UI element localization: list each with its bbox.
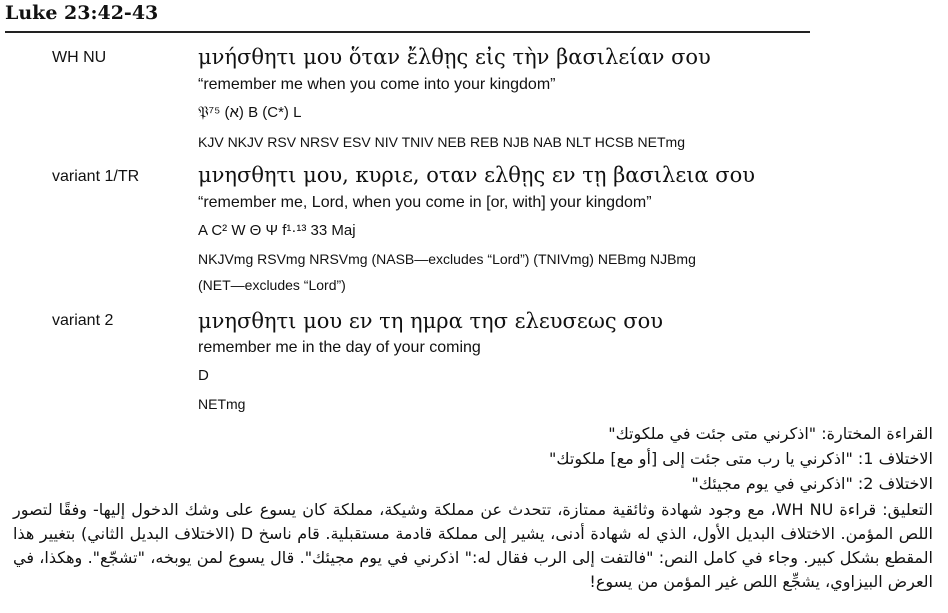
heading-rule xyxy=(5,31,810,33)
greek-text-variant-2: μνησθητι μου εν τη ημρα τησ ελευσεως σου xyxy=(198,309,664,333)
translation-variant-1: “remember me, Lord, when you come in [or, with] your kingdom” xyxy=(198,194,652,211)
entry-label-wh-nu: WH NU xyxy=(52,49,107,66)
entry-label-variant-2: variant 2 xyxy=(52,312,114,329)
arabic-variant-1: الاختلاف 1: "اذكرني يا رب متى جئت إلى [أو مع] ملكوتك" xyxy=(549,449,933,468)
passage-heading: Luke 23:42-43 xyxy=(5,2,159,24)
arabic-commentary: التعليق: قراءة WH NU، مع وجود شهادة وثائقية ممتازة، تتحدث عن مملكة وشيكة، مملكة كان يسوع على وشك الدخول إليها- وفقًا لتصور اللص المؤمن. الاختلاف البديل الأول، الذي له شهادة أدنى، يشير إلى مملكة قادمة مستقبلية. قام ناسخ D (الاختلاف البديل الثاني) بتغيير هذا المقطع بشكل كبير. وجاء في كامل النص: "فالتفت إلى الرب فقال له:" اذكرني في يوم مجيئك". قال يسوع لمن يوبخه، "تشجّع". وهكذا، في العرض البيزاوي، يشجِّع اللص غير المؤمن من يسوع! xyxy=(13,500,934,591)
greek-text-wh-nu: μνήσθητι μου ὅταν ἔλθῃς εἰς τὴν βασιλείαν σου xyxy=(198,45,711,69)
greek-text-variant-1: μνησθητι μου, κυριε, οταν ελθῃς εν τῃ βασιλεια σου xyxy=(198,163,756,187)
translation-wh-nu: “remember me when you come into your kingdom” xyxy=(198,76,556,93)
versions-wh-nu: KJV NKJV RSV NRSV ESV NIV TNIV NEB REB NJB NAB NLT HCSB NETmg xyxy=(198,134,686,150)
entry-label-variant-1: variant 1/TR xyxy=(52,168,140,185)
translation-variant-2: remember me in the day of your coming xyxy=(198,339,481,356)
arabic-variant-2: الاختلاف 2: "اذكرني في يوم مجيئك" xyxy=(691,474,933,493)
manuscripts-variant-1: A C² W Θ Ψ f¹·¹³ 33 Maj xyxy=(198,222,356,239)
manuscripts-wh-nu: 𝔓⁷⁵ (א) B (C*) L xyxy=(198,104,302,121)
versions-variant-2: NETmg xyxy=(198,396,246,412)
versions-variant-1-line-2: (NET—excludes “Lord”) xyxy=(198,277,346,293)
arabic-reading: القراءة المختارة: "اذكرني متى جئت في ملكوتك" xyxy=(608,424,933,443)
versions-variant-1-line-1: NKJVmg RSVmg NRSVmg (NASB—excludes “Lord”) (TNIVmg) NEBmg NJBmg xyxy=(198,251,696,267)
manuscripts-variant-2: D xyxy=(198,367,209,384)
